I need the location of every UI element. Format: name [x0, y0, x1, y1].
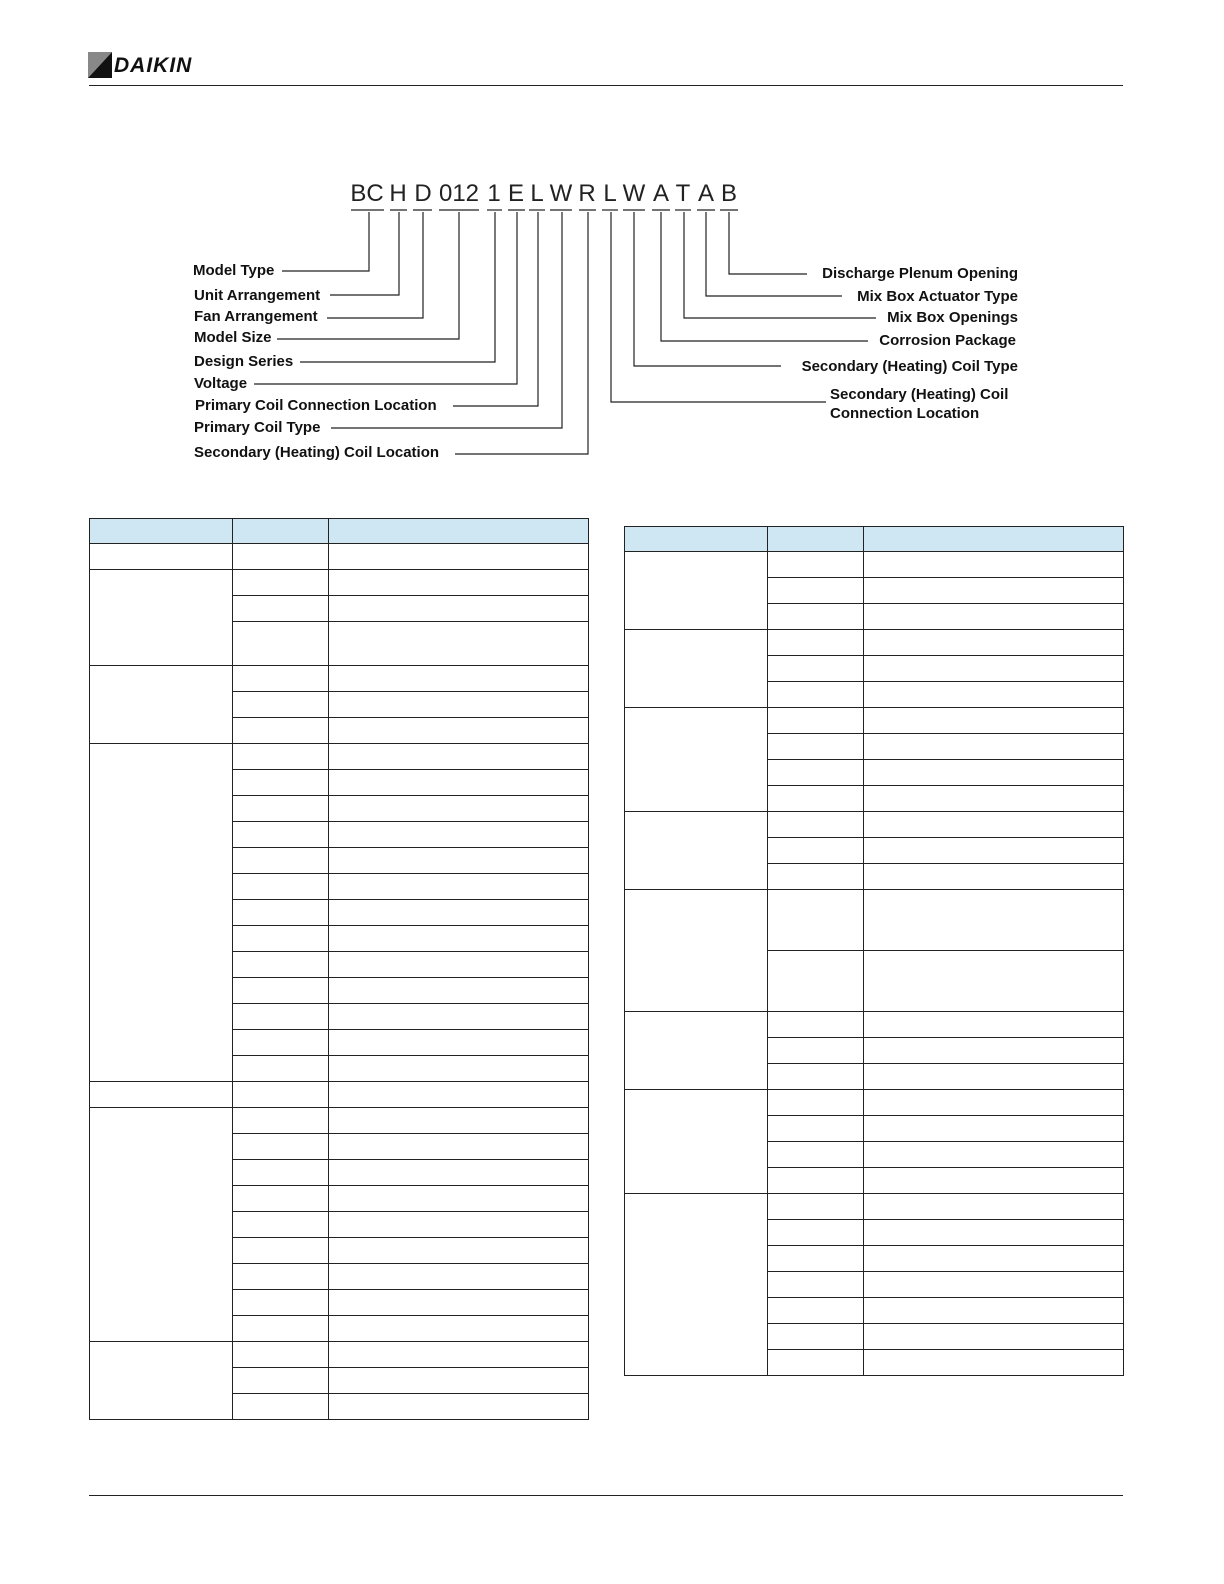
table-cell [329, 848, 589, 874]
code-char: B [720, 180, 737, 207]
table-cell [233, 544, 329, 570]
table-cell [864, 1350, 1124, 1376]
table-cell [768, 760, 864, 786]
table-cell [329, 1368, 589, 1394]
group-cell [90, 544, 233, 570]
table-cell [864, 656, 1124, 682]
header-cell [864, 527, 1124, 552]
table-cell [329, 596, 589, 622]
table-cell [768, 682, 864, 708]
table-cell [768, 1142, 864, 1168]
table-cell [329, 544, 589, 570]
table-cell [768, 734, 864, 760]
table-cell [768, 708, 864, 734]
code-char: R [578, 180, 596, 207]
group-cell [625, 1194, 768, 1376]
group-cell [90, 1342, 233, 1420]
brand-name: DAIKIN [114, 54, 193, 77]
table-cell [233, 796, 329, 822]
table-cell [233, 1342, 329, 1368]
table-cell [864, 890, 1124, 951]
header-cell [768, 527, 864, 552]
table-cell [329, 1264, 589, 1290]
table-cell [329, 900, 589, 926]
table-cell [864, 786, 1124, 812]
table-cell [768, 630, 864, 656]
table-cell [768, 1324, 864, 1350]
table-cell [329, 666, 589, 692]
table-cell [864, 1064, 1124, 1090]
table-cell [329, 1186, 589, 1212]
label-mix-box-actuator-type: Mix Box Actuator Type [857, 288, 1018, 305]
table-cell [329, 1342, 589, 1368]
label-secondary-heating-coil-type: Secondary (Heating) Coil Type [801, 358, 1018, 375]
table-cell [233, 900, 329, 926]
table-cell [233, 692, 329, 718]
table-cell [329, 570, 589, 596]
table-cell [768, 786, 864, 812]
header-rule [89, 85, 1123, 86]
table-cell [329, 1030, 589, 1056]
table-cell [864, 951, 1124, 1012]
table-cell [329, 1238, 589, 1264]
footer-rule [89, 1495, 1123, 1496]
table-cell [233, 596, 329, 622]
table-cell [233, 1212, 329, 1238]
group-cell [90, 666, 233, 744]
label-corrosion-package: Corrosion Package [879, 332, 1016, 349]
table-cell [864, 760, 1124, 786]
label-primary-coil-type: Primary Coil Type [194, 419, 321, 436]
table-cell [329, 1316, 589, 1342]
table-cell [864, 1038, 1124, 1064]
table-cell [768, 1064, 864, 1090]
table-cell [864, 1168, 1124, 1194]
table-cell [233, 570, 329, 596]
group-cell [90, 570, 233, 666]
header-cell [329, 519, 589, 544]
table-cell [329, 1394, 589, 1420]
table-cell [329, 1212, 589, 1238]
table-cell [864, 1090, 1124, 1116]
left-code-table [89, 518, 589, 1420]
table-cell [329, 978, 589, 1004]
header-cell [625, 527, 768, 552]
table-cell [329, 926, 589, 952]
table-cell [233, 1238, 329, 1264]
table-cell [233, 1108, 329, 1134]
label-model-size: Model Size [194, 329, 272, 346]
label-unit-arrangement: Unit Arrangement [194, 287, 321, 304]
table-cell [768, 838, 864, 864]
table-cell [864, 812, 1124, 838]
table-cell [864, 1012, 1124, 1038]
table-cell [233, 1056, 329, 1082]
table-cell [233, 1186, 329, 1212]
table-cell [864, 708, 1124, 734]
table-cell [768, 1220, 864, 1246]
table-cell [233, 1134, 329, 1160]
group-cell [625, 1090, 768, 1194]
label-connection-location: Connection Location [830, 405, 980, 422]
table-cell [768, 1350, 864, 1376]
table-cell [768, 890, 864, 951]
table-cell [329, 718, 589, 744]
header-cell [90, 519, 233, 544]
table-cell [329, 1082, 589, 1108]
table-cell [768, 864, 864, 890]
table-cell [864, 1246, 1124, 1272]
code-char: T [675, 180, 691, 207]
table-cell [233, 848, 329, 874]
table-cell [864, 1116, 1124, 1142]
table-cell [233, 718, 329, 744]
table-cell [864, 552, 1124, 578]
table-cell [233, 666, 329, 692]
table-cell [768, 578, 864, 604]
table-cell [233, 770, 329, 796]
group-cell [625, 1012, 768, 1090]
code-char: 012 [438, 180, 480, 207]
model-code-diagram [0, 170, 1224, 490]
table-cell [768, 604, 864, 630]
code-char: W [549, 180, 573, 207]
table-cell [329, 770, 589, 796]
table-cell [864, 1298, 1124, 1324]
table-cell [233, 1368, 329, 1394]
table-cell [768, 1038, 864, 1064]
label-secondary-heating-coil-location: Secondary (Heating) Coil Location [194, 444, 440, 461]
table-cell [768, 812, 864, 838]
group-cell [625, 812, 768, 890]
table-cell [768, 1168, 864, 1194]
label-voltage: Voltage [194, 375, 248, 392]
group-cell [625, 708, 768, 812]
label-discharge-plenum-opening: Discharge Plenum Opening [822, 265, 1018, 282]
table-cell [768, 1194, 864, 1220]
table-cell [233, 1030, 329, 1056]
table-cell [233, 926, 329, 952]
code-char: L [603, 180, 617, 207]
group-cell [625, 552, 768, 630]
label-primary-coil-connection-location: Primary Coil Connection Location [195, 397, 437, 414]
table-cell [864, 1142, 1124, 1168]
table-cell [864, 864, 1124, 890]
label-secondary-heating-coil: Secondary (Heating) Coil [830, 386, 1009, 403]
table-cell [864, 1324, 1124, 1350]
table-cell [329, 874, 589, 900]
label-model-type: Model Type [193, 262, 275, 279]
table-cell [233, 1394, 329, 1420]
code-char: H [389, 180, 407, 207]
table-cell [864, 1194, 1124, 1220]
group-cell [90, 744, 233, 1082]
table-cell [864, 838, 1124, 864]
table-cell [233, 1004, 329, 1030]
table-cell [768, 1298, 864, 1324]
table-cell [768, 656, 864, 682]
code-char: E [507, 180, 524, 207]
table-cell [329, 1134, 589, 1160]
table-cell [233, 1290, 329, 1316]
table-cell [329, 822, 589, 848]
group-cell [625, 630, 768, 708]
code-char: BC [350, 180, 384, 207]
table-cell [329, 1056, 589, 1082]
table-cell [329, 796, 589, 822]
table-cell [864, 734, 1124, 760]
table-cell [329, 622, 589, 666]
table-cell [768, 1246, 864, 1272]
group-cell [90, 1108, 233, 1342]
table-cell [329, 1108, 589, 1134]
table-cell [329, 952, 589, 978]
table-cell [233, 1264, 329, 1290]
table-cell [233, 1160, 329, 1186]
table-cell [768, 552, 864, 578]
table-cell [864, 604, 1124, 630]
table-cell [233, 1316, 329, 1342]
code-char: L [530, 180, 544, 207]
code-char: W [622, 180, 646, 207]
table-cell [233, 744, 329, 770]
connector-lines [0, 170, 1224, 490]
group-cell [625, 890, 768, 1012]
table-cell [768, 1272, 864, 1298]
group-cell [90, 1082, 233, 1108]
label-design-series: Design Series [194, 353, 294, 370]
label-mix-box-openings: Mix Box Openings [887, 309, 1018, 326]
code-char: D [414, 180, 432, 207]
table-cell [768, 1090, 864, 1116]
table-cell [329, 692, 589, 718]
table-cell [233, 978, 329, 1004]
table-cell [864, 1220, 1124, 1246]
table-cell [768, 951, 864, 1012]
table-cell [233, 952, 329, 978]
table-cell [864, 630, 1124, 656]
table-cell [233, 1082, 329, 1108]
table-cell [768, 1116, 864, 1142]
code-char: A [697, 180, 714, 207]
table-cell [233, 622, 329, 666]
table-cell [864, 682, 1124, 708]
label-fan-arrangement: Fan Arrangement [194, 308, 318, 325]
code-char: 1 [487, 180, 501, 207]
right-code-table [624, 526, 1124, 1376]
header-cell [233, 519, 329, 544]
table-cell [768, 1012, 864, 1038]
table-cell [329, 1004, 589, 1030]
table-cell [329, 744, 589, 770]
table-cell [329, 1290, 589, 1316]
table-cell [233, 822, 329, 848]
table-cell [233, 874, 329, 900]
code-char: A [652, 180, 669, 207]
table-cell [864, 1272, 1124, 1298]
daikin-logo-mark-icon [88, 52, 112, 78]
table-cell [329, 1160, 589, 1186]
table-cell [864, 578, 1124, 604]
